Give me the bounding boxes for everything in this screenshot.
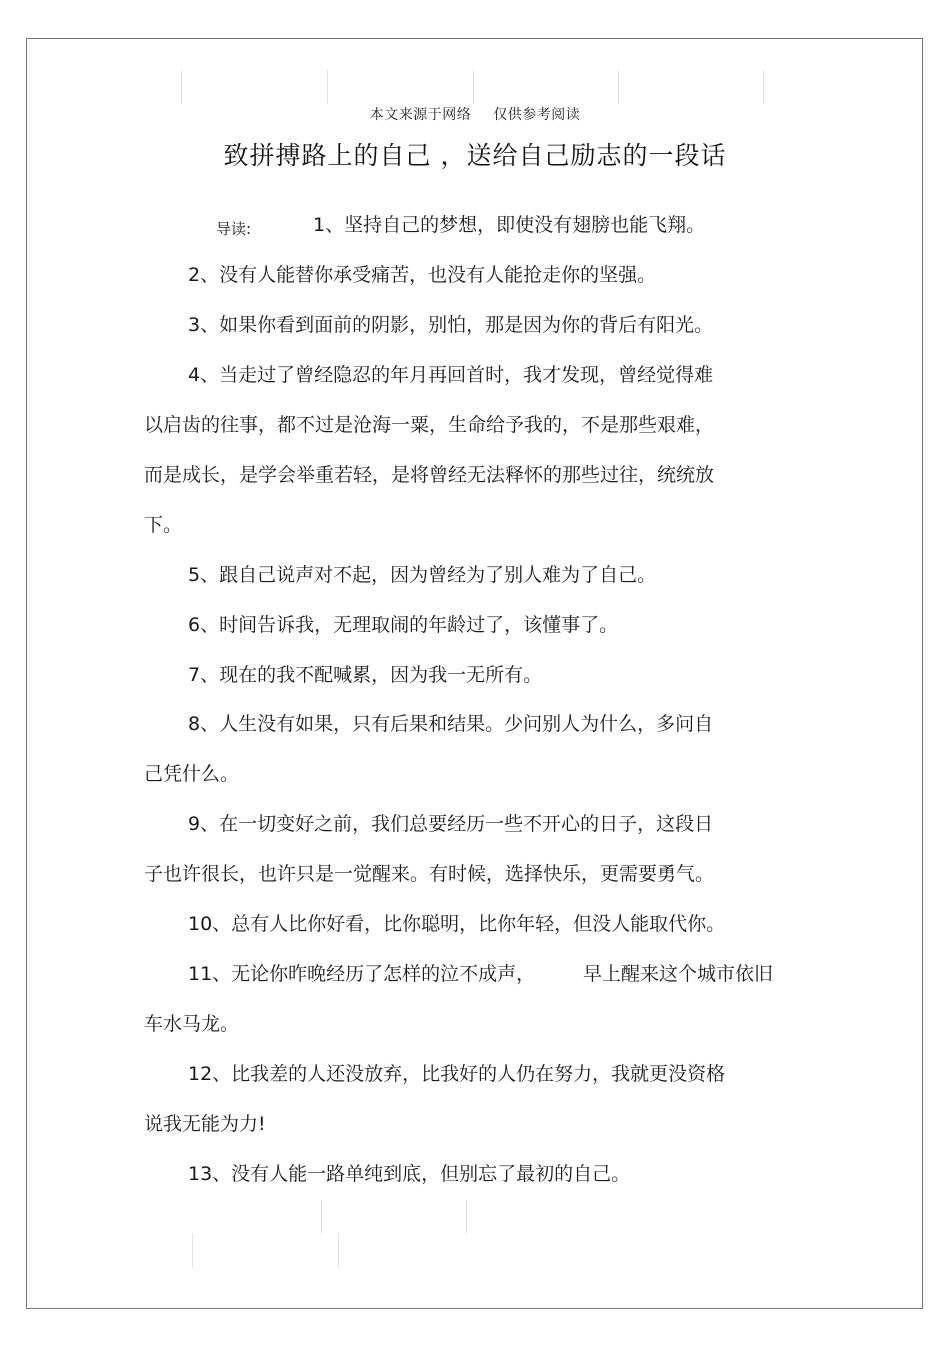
page-title: 致拼搏路上的自己 ，送给自己励志的一段话 — [223, 141, 727, 170]
text-line: 12、比我差的人还没放弃，比我好的人仍在努力，我就更没资格 — [188, 1063, 726, 1085]
scan-line — [192, 1234, 193, 1268]
scan-line — [327, 70, 328, 104]
intro-label: 导读: — [216, 220, 252, 238]
text-line: 8、人生没有如果，只有后果和结果。少问别人为什么，多问自 — [188, 713, 714, 735]
text-line: 1、坚持自己的梦想，即使没有翅膀也能飞翔。 — [313, 214, 706, 236]
text-line: 10、总有人比你好看，比你聪明，比你年轻，但没人能取代你。 — [188, 913, 726, 935]
text-line: 而是成长，是学会举重若轻，是将曾经无法释怀的那些过往，统统放 — [144, 464, 715, 486]
scan-line — [321, 1200, 322, 1234]
text-line: 5、跟自己说声对不起，因为曾经为了别人难为了自己。 — [188, 564, 657, 586]
text-line: 下。 — [144, 514, 183, 536]
text-line: 子也许很长，也许只是一觉醒来。有时候，选择快乐，更需要勇气。 — [144, 863, 715, 885]
text-line: 9、在一切变好之前，我们总要经历一些不开心的日子，这段日 — [188, 813, 714, 835]
scan-line — [618, 70, 619, 104]
text-line: 2、没有人能替你承受痛苦，也没有人能抢走你的坚强。 — [188, 264, 657, 286]
text-line: 己凭什么。 — [144, 763, 240, 785]
text-line: 说我无能为力! — [144, 1113, 266, 1135]
source-note-origin: 本文来源于网络 — [369, 107, 472, 123]
scan-line — [473, 70, 474, 104]
text-line: 以启齿的往事，都不过是沧海一粟，生命给予我的，不是那些艰难， — [144, 414, 715, 436]
source-note — [0, 104, 950, 124]
text-line: 早上醒来这个城市依旧 — [583, 963, 774, 985]
text-line: 13、没有人能一路单纯到底，但别忘了最初的自己。 — [188, 1163, 631, 1185]
text-line: 6、时间告诉我，无理取闹的年龄过了，该懂事了。 — [188, 614, 619, 636]
text-line: 7、现在的我不配喊累，因为我一无所有。 — [188, 664, 543, 686]
scan-line — [181, 70, 182, 104]
scan-line — [466, 1200, 467, 1234]
scan-line — [763, 70, 764, 104]
text-line: 3、如果你看到面前的阴影，别怕，那是因为你的背后有阳光。 — [188, 314, 714, 336]
scan-line — [338, 1234, 339, 1268]
text-line: 车水马龙。 — [144, 1013, 240, 1035]
text-line: 4、当走过了曾经隐忍的年月再回首时，我才发现，曾经觉得难 — [188, 364, 714, 386]
source-note-reference: 仅供参考阅读 — [493, 107, 581, 123]
text-line: 11、无论你昨晚经历了怎样的泣不成声， — [188, 963, 536, 985]
